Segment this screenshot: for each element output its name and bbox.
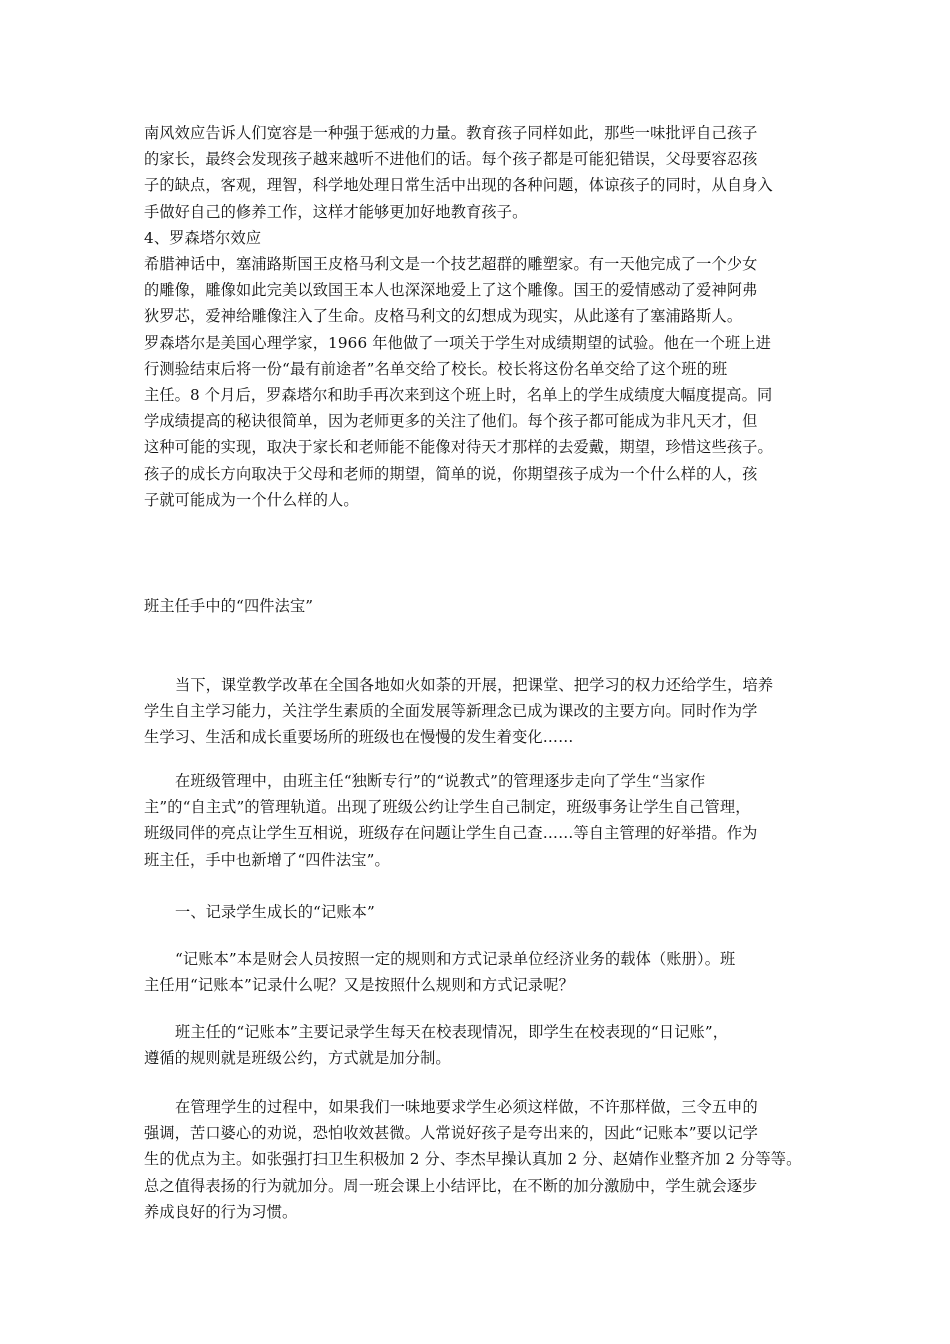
- text-line: 班主任的“记账本”主要记录学生每天在校表现情况，即学生在校表现的“日记账”，: [175, 1023, 729, 1041]
- text-line: 总之值得表扬的行为就加分。周一班会课上小结评比，在不断的加分激励中，学生就会逐步: [144, 1176, 758, 1195]
- management-paragraph: [144, 768, 809, 873]
- article-title: 班主任手中的“四件法宝”: [144, 597, 314, 615]
- text-line: 罗森塔尔是美国心理学家，1966 年他做了一项关于学生对成绩期望的试验。他在一个班上进: [144, 333, 772, 352]
- text-line: 生学习、生活和成长重要场所的班级也在慢慢的发生着变化……: [144, 728, 574, 747]
- text-line: 当下，课堂教学改革在全国各地如火如荼的开展，把课堂、把学习的权力还给学生，培养: [175, 676, 774, 694]
- text-line: 在班级管理中，由班主任“独断专行”的“说教式”的管理逐步走向了学生“当家作: [175, 772, 706, 790]
- text-line: 南风效应告诉人们宽容是一种强于惩戒的力量。教育孩子同样如此，那些一味批评自己孩子: [144, 124, 758, 142]
- top-section-text: [144, 120, 809, 513]
- text-line: 的雕像，雕像如此完美以致国王本人也深深地爱上了这个雕像。国王的爱情感动了爱神阿弗: [144, 281, 758, 300]
- text-line: 希腊神话中，塞浦路斯国王皮格马利文是一个技艺超群的雕塑家。有一天他完成了一个少女: [144, 255, 758, 274]
- text-line: 学成绩提高的秘诀很简单，因为老师更多的关注了他们。每个孩子都可能成为非凡天才，但: [144, 412, 758, 431]
- intro-paragraph: [144, 672, 809, 751]
- text-line: 班级同伴的亮点让学生互相说，班级存在问题让学生自己查……等自主管理的好举措。作为: [144, 824, 758, 843]
- article-title-block: [144, 593, 809, 619]
- text-line: 子就可能成为一个什么样的人。: [144, 490, 359, 509]
- ledger-practice-paragraph: [144, 1094, 809, 1225]
- section-one-heading-block: [144, 899, 809, 925]
- text-line: 学生自主学习能力，关注学生素质的全面发展等新理念已成为课改的主要方向。同时作为学: [144, 702, 758, 721]
- text-line: 强调，苦口婆心的劝说，恐怕收效甚微。人常说好孩子是夸出来的，因此“记账本”要以记学: [144, 1124, 758, 1143]
- section-heading-rosenthal: 4、罗森塔尔效应: [144, 228, 262, 247]
- text-line: “记账本”本是财会人员按照一定的规则和方式记录单位经济业务的载体（账册）。班: [175, 950, 736, 968]
- text-line: 子的缺点，客观，理智，科学地处理日常生活中出现的各种问题，体谅孩子的同时，从自身入: [144, 176, 773, 195]
- text-line: 手做好自己的修养工作，这样才能够更加好地教育孩子。: [144, 202, 528, 221]
- text-line: 班主任，手中也新增了“四件法宝”。: [144, 850, 390, 869]
- text-line: 在管理学生的过程中，如果我们一味地要求学生必须这样做，不许那样做，三令五申的: [175, 1098, 758, 1116]
- text-line: 主任用“记账本”记录什么呢？又是按照什么规则和方式记录呢？: [144, 976, 574, 995]
- ledger-definition-paragraph: [144, 946, 809, 998]
- text-line: 主任。8 个月后，罗森塔尔和助手再次来到这个班上时，名单上的学生成绩度大幅度提高。同: [144, 386, 773, 405]
- section-one-heading: 一、记录学生成长的“记账本”: [175, 903, 375, 921]
- text-line: 狄罗芯，爱神给雕像注入了生命。皮格马利文的幻想成为现实，从此遂有了塞浦路斯人。: [144, 307, 743, 326]
- text-line: 生的优点为主。如张强打扫卫生积极加 2 分、李杰早操认真加 2 分、赵婧作业整齐加 2 分等等。: [144, 1150, 802, 1169]
- text-line: 主”的“自主式”的管理轨道。出现了班级公约让学生自己制定，班级事务让学生自己管理，: [144, 798, 751, 817]
- text-line: 遵循的规则就是班级公约，方式就是加分制。: [144, 1049, 451, 1068]
- text-line: 孩子的成长方向取决于父母和老师的期望，简单的说，你期望孩子成为一个什么样的人，孩: [144, 464, 758, 483]
- text-line: 行测验结束后将一份“最有前途者”名单交给了校长。校长将这份名单交给了这个班的班: [144, 359, 728, 378]
- ledger-content-paragraph: [144, 1019, 809, 1071]
- text-line: 的家长，最终会发现孩子越来越听不进他们的话。每个孩子都是可能犯错误，父母要容忍孩: [144, 150, 758, 169]
- text-line: 养成良好的行为习惯。: [144, 1202, 298, 1221]
- text-line: 这种可能的实现，取决于家长和老师能不能像对待天才那样的去爱戴，期望，珍惜这些孩子。: [144, 438, 773, 457]
